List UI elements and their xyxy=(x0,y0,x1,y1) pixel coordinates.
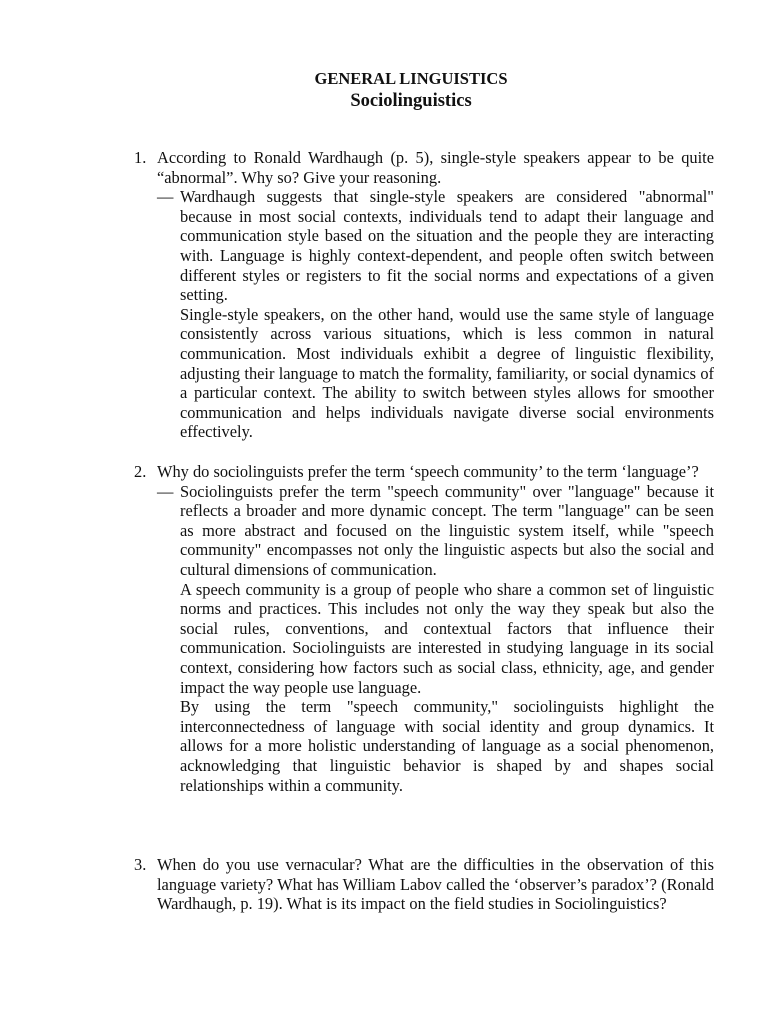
question-text: When do you use vernacular? What are the difficulties in the observation of this language variety? What has William Labov called the ‘observer’s paradox’? (Ronald Wardhaugh, p. 19). What is its impact on the field studies in Sociolinguistics? xyxy=(157,855,714,914)
answer-dash: — xyxy=(157,187,174,207)
document-subtitle: Sociolinguistics xyxy=(350,91,472,111)
question-number: 2. xyxy=(134,462,147,481)
question-2 xyxy=(134,462,714,795)
answer-paragraph: Sociolinguists prefer the term "speech community" over "language" because it reflects a broader and more dynamic concept. The term "language" can be seen as more abstract and focused on the linguistic system itself, while "speech community" encompasses not only the linguistic aspects but also the social and cultural dimensions of communication. xyxy=(180,481,714,579)
question-1 xyxy=(134,148,714,442)
answer-block xyxy=(134,187,714,442)
question-number: 3. xyxy=(134,855,147,874)
answer-paragraph: By using the term "speech community," sociolinguists highlight the interconnectedness of language with social identity and group dynamics. It allows for a more holistic understanding of language as a social phenomenon, acknowledging that linguistic behavior is shaped by and shapes social relationships within a community. xyxy=(180,697,714,795)
answer-paragraph: A speech community is a group of people who share a common set of linguistic norms and practices. This includes not only the way they speak but also the social rules, conventions, and contextual factors that influence their communication. Sociolinguists are interested in studying language in its social context, considering how factors such as social class, ethnicity, age, and gender impact the way people use language. xyxy=(180,579,714,697)
answer-block xyxy=(134,482,714,796)
document-title: GENERAL LINGUISTICS xyxy=(314,69,508,88)
answer-paragraph: Single-style speakers, on the other hand, would use the same style of language consistently across various situations, which is less common in natural communication. Most individuals exhibit a degree of linguistic flexibility, adjusting their language to match the formality, familiarity, or social dynamics of a particular context. The ability to switch between styles allows for smoother communication and helps individuals navigate diverse social environments effectively. xyxy=(180,304,714,442)
question-3 xyxy=(134,855,714,914)
question-text: Why do sociolinguists prefer the term ‘speech community’ to the term ‘language’? xyxy=(157,462,699,481)
question-text: According to Ronald Wardhaugh (p. 5), single-style speakers appear to be quite “abnormal”. Why so? Give your reasoning. xyxy=(157,148,714,187)
answer-paragraph: Wardhaugh suggests that single-style speakers are considered "abnormal" because in most social contexts, individuals tend to adapt their language and communication style based on the situation and the people they are interacting with. Language is highly context-dependent, and people often switch between different styles or registers to fit the social norms and expectations of a given setting. xyxy=(180,187,714,305)
question-number: 1. xyxy=(134,148,147,167)
answer-dash: — xyxy=(157,481,174,501)
